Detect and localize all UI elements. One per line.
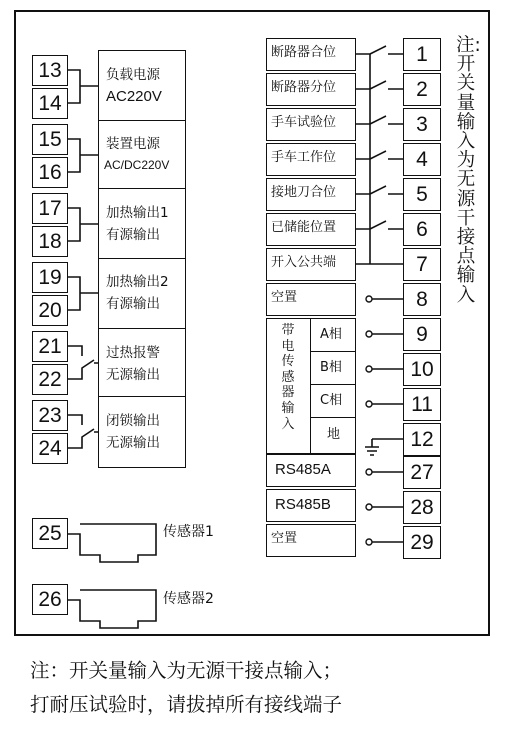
sensor-2-label: 传感器2 [163,591,214,607]
terminal-15: 15 [32,124,68,155]
terminal-12: 12 [403,423,441,456]
load-power-spec: AC220V [106,88,162,105]
terminal-27: 27 [403,456,441,489]
device-power-title: 装置电源 [106,136,160,152]
terminal-20: 20 [32,295,68,326]
heating-2-type: 有源输出 [106,296,160,312]
terminal-28: 28 [403,491,441,524]
terminal-25: 25 [32,518,68,549]
ground-symbol [365,439,379,455]
node-10 [366,366,372,372]
heating-1-title: 加热输出1 [106,205,169,221]
terminal-10: 10 [403,353,441,386]
label-phase-c: C相 [320,393,343,408]
lock-output-type: 无源输出 [106,435,160,451]
terminal-21: 21 [32,331,68,362]
terminal-1: 1 [403,38,441,71]
terminal-4: 4 [403,143,441,176]
terminal-19: 19 [32,262,68,293]
contact-5 [356,186,403,194]
wire-17-18 [68,208,98,241]
wire-23-24-contact [68,415,98,448]
label-cart-test: 手车试验位 [271,115,337,130]
heating-1-type: 有源输出 [106,227,160,243]
terminal-5: 5 [403,178,441,211]
sensor-1-connector [68,524,156,562]
contact-2 [356,81,403,89]
wire-19-20 [68,277,98,310]
label-breaker-closed: 断路器合位 [271,45,337,60]
side-note-text: 注:开关量输入为无源干接点输入 [456,35,481,306]
wire-21-22-contact [68,346,98,379]
wire-15-16 [68,139,98,172]
terminal-29: 29 [403,526,441,559]
label-energy-stored: 已储能位置 [271,220,337,235]
terminal-6: 6 [403,213,441,246]
terminal-8: 8 [403,283,441,316]
terminal-17: 17 [32,193,68,224]
contact-6 [356,221,403,229]
terminal-24: 24 [32,433,68,464]
terminal-18: 18 [32,226,68,257]
node-29 [366,539,372,545]
label-rs485b: RS485B [275,496,331,513]
contact-1 [356,46,403,54]
node-9 [366,331,372,337]
side-note [456,35,481,306]
terminal-9: 9 [403,318,441,351]
label-phase-a: A相 [320,327,342,342]
label-spare-8: 空置 [271,290,298,305]
footer-line-2: 打耐压试验时，请拔掉所有接线端子 [30,693,343,716]
terminal-3: 3 [403,108,441,141]
contact-4 [356,151,403,159]
label-spare-29: 空置 [271,531,298,546]
load-power-title: 负载电源 [106,67,160,83]
footer-line-1: 注：开关量输入为无源干接点输入； [30,659,343,682]
label-ground: 地 [327,427,341,442]
sensor-1-label: 传感器1 [163,524,214,540]
overheat-alarm-type: 无源输出 [106,367,160,383]
label-rs485a: RS485A [275,461,331,478]
terminal-2: 2 [403,73,441,106]
overheat-alarm-title: 过热报警 [106,345,160,361]
device-power-spec: AC/DC220V [104,158,170,172]
terminal-11: 11 [403,388,441,421]
wire-13-14 [68,70,98,103]
node-28 [366,504,372,510]
terminal-7: 7 [403,248,441,281]
terminal-16: 16 [32,157,68,188]
terminal-13: 13 [32,55,68,86]
label-earth-switch: 接地刀合位 [271,185,337,200]
contact-3 [356,116,403,124]
node-27 [366,469,372,475]
label-breaker-open: 断路器分位 [271,80,337,95]
label-input-common: 开入公共端 [271,255,337,270]
terminal-22: 22 [32,364,68,395]
node-11 [366,401,372,407]
lock-output-title: 闭锁输出 [106,413,160,429]
label-cart-work: 手车工作位 [271,150,337,165]
label-phase-b: B相 [320,360,342,375]
node-8 [366,296,372,302]
sensor-2-connector [68,590,156,628]
terminal-23: 23 [32,400,68,431]
heating-2-title: 加热输出2 [106,274,169,290]
footer-note [30,654,342,722]
terminal-26: 26 [32,584,68,615]
terminal-14: 14 [32,88,68,119]
sensor-group-label-text: 带电传感器输入 [281,323,295,432]
